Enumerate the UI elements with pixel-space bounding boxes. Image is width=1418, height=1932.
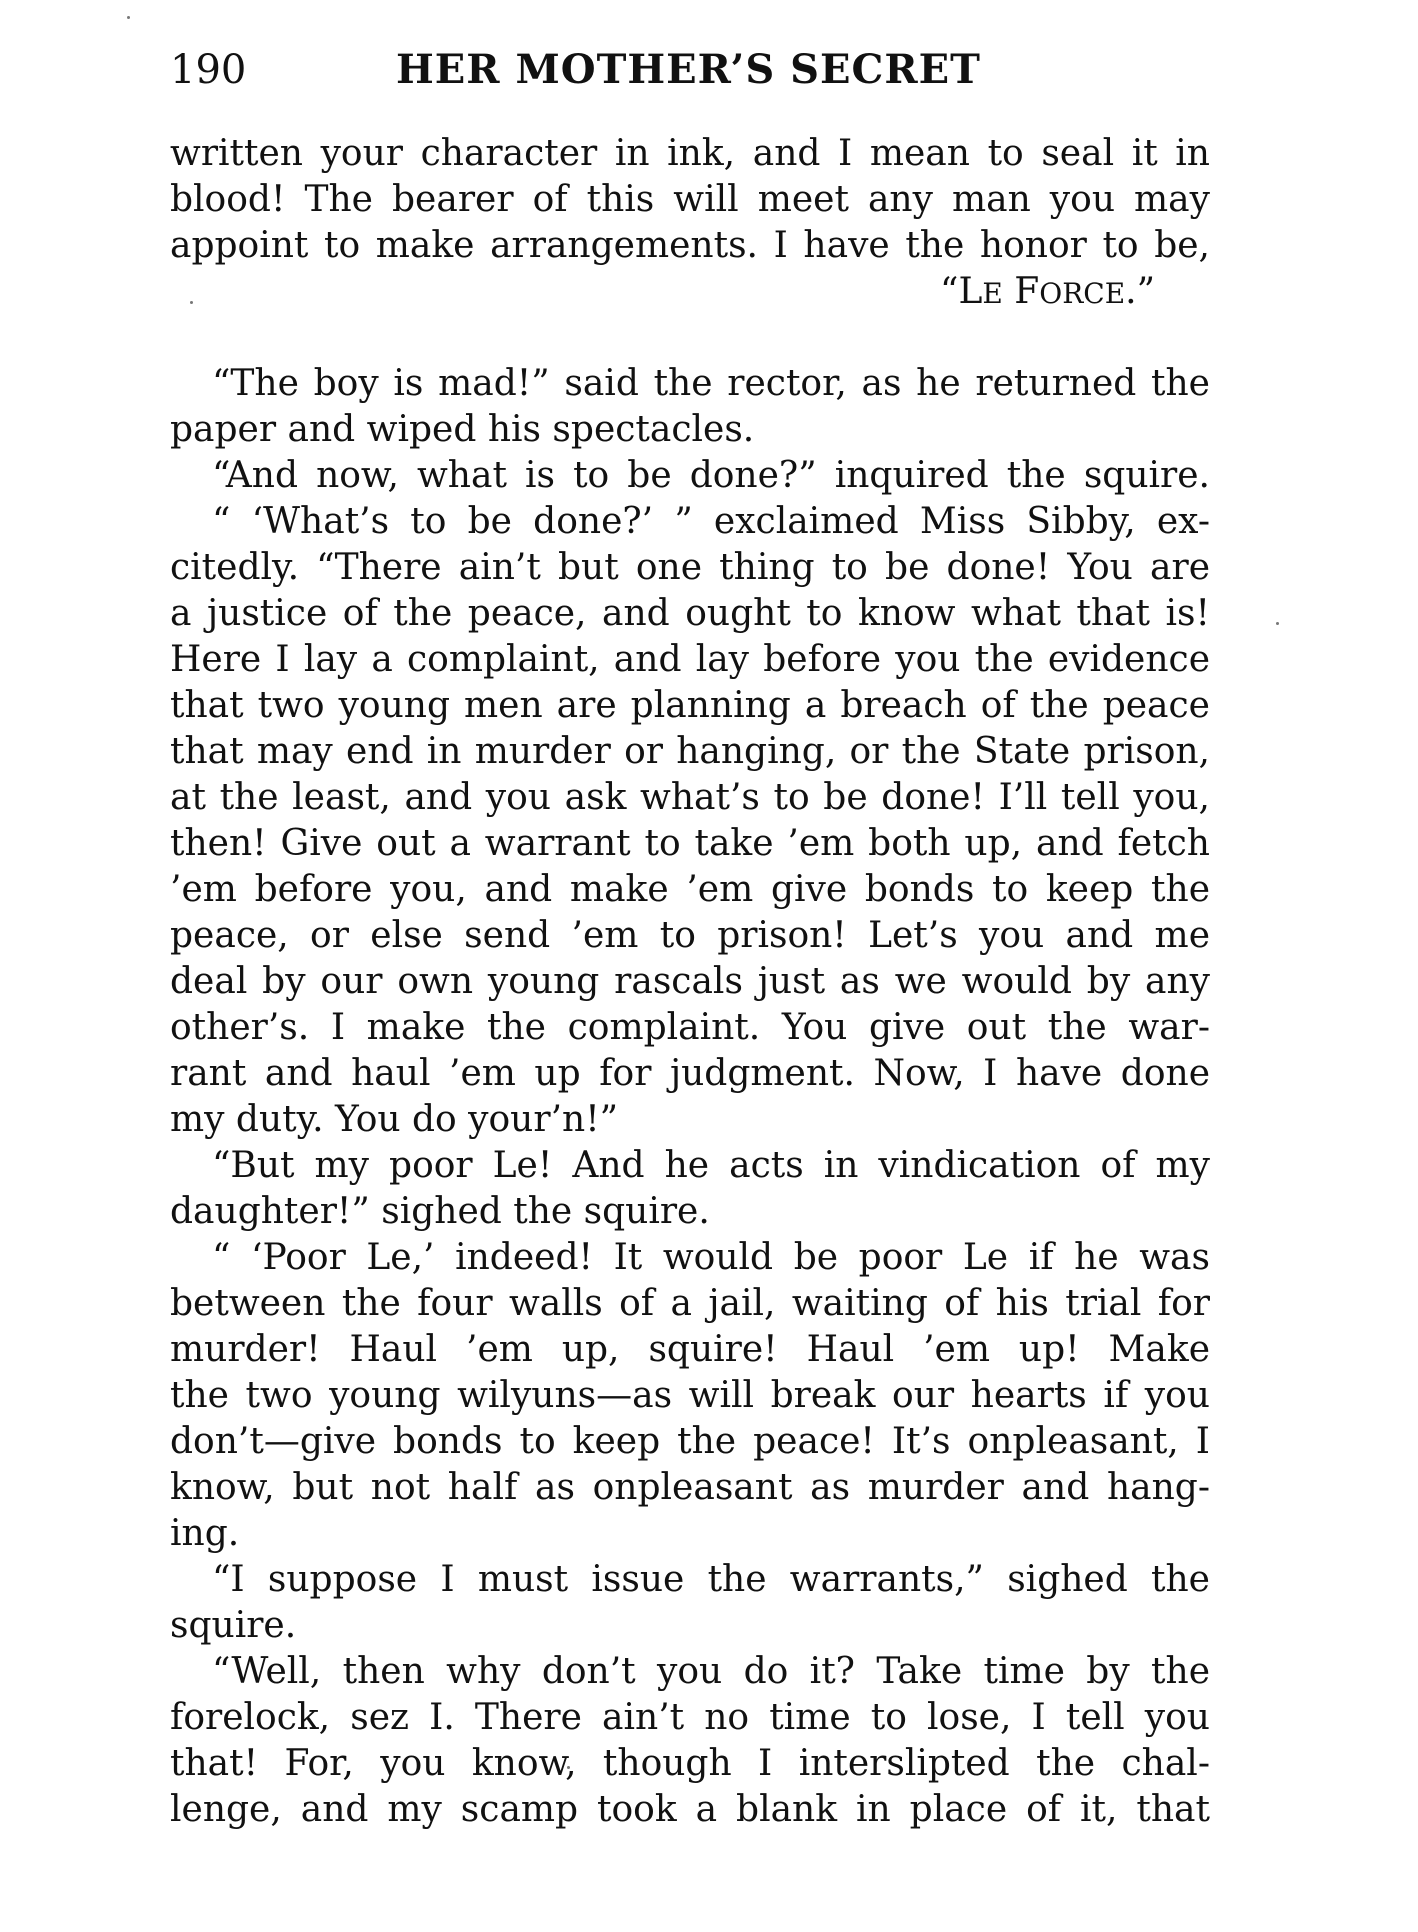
text-line: ing. [170,1513,240,1554]
text-line: Here I lay a complaint, and lay before you the evidence [170,639,1210,680]
text-line: “And now, what is to be done?” inquired the squire. [212,455,1210,496]
text-line: deal by our own young rascals just as we would by any [170,961,1210,1002]
text-line: forelock, sez I. There ain’t no time to lose, I tell you [170,1697,1210,1738]
page-number: 190 [170,47,247,93]
text-line: “Well, then why don’t you do it? Take time by the [212,1651,1210,1692]
text-line: “ ‘What’s to be done?’ ” exclaimed Miss Sibby, ex- [212,501,1210,542]
text-line: that! For, you know, though I interslipted the chal- [170,1743,1210,1784]
text-line: ’em before you, and make ’em give bonds to keep the [170,869,1210,910]
text-line: my duty. You do your’n!” [170,1099,619,1140]
text-line: blood! The bearer of this will meet any man you may [170,179,1210,220]
text-line: daughter!” sighed the squire. [170,1191,710,1232]
text-line: then! Give out a warrant to take ’em both up, and fetch [170,823,1210,864]
text-line: rant and haul ’em up for judgment. Now, I have done [170,1053,1210,1094]
text-line: paper and wiped his spectacles. [170,409,755,450]
text-line: don’t—give bonds to keep the peace! It’s onpleasant, I [170,1421,1210,1462]
text-line: peace, or else send ’em to prison! Let’s you and me [170,915,1210,956]
text-line: at the least, and you ask what’s to be done! I’ll tell you, [170,777,1210,818]
text-line: “ ‘Poor Le,’ indeed! It would be poor Le if he was [212,1237,1210,1278]
text-line: lenge, and my scamp took a blank in place of it, that [170,1789,1210,1830]
text-line: other’s. I make the complaint. You give out the war- [170,1007,1210,1048]
text-line: know, but not half as onpleasant as murder and hang- [170,1467,1210,1508]
text-line: a justice of the peace, and ought to know what that is! [170,593,1210,634]
text-line: written your character in ink, and I mean to seal it in [170,133,1210,174]
letter-signature: “LE FORCE.” [940,271,1155,312]
speck-mark [127,16,130,19]
text-line: murder! Haul ’em up, squire! Haul ’em up! Make [170,1329,1210,1370]
text-line: “The boy is mad!” said the rector, as he returned the [212,363,1210,404]
body-text [170,131,1210,1833]
text-line: that two young men are planning a breach of the peace [170,685,1210,726]
speck-mark [1276,622,1279,625]
text-line: squire. [170,1605,297,1646]
text-line: between the four walls of a jail, waiting of his trial for [170,1283,1210,1324]
text-line: “I suppose I must issue the warrants,” sighed the [212,1559,1210,1600]
text-line: “But my poor Le! And he acts in vindication of my [212,1145,1210,1186]
blank-line [170,315,1210,361]
running-title: HER MOTHER’S SECRET [396,46,981,93]
text-line: citedly. “There ain’t but one thing to be done! You are [170,547,1210,588]
text-line: appoint to make arrangements. I have the honor to be, [170,225,1210,266]
page-header [170,40,1210,100]
text-line: that may end in murder or hanging, or the State prison, [170,731,1210,772]
text-line: the two young wilyuns—as will break our hearts if you [170,1375,1210,1416]
